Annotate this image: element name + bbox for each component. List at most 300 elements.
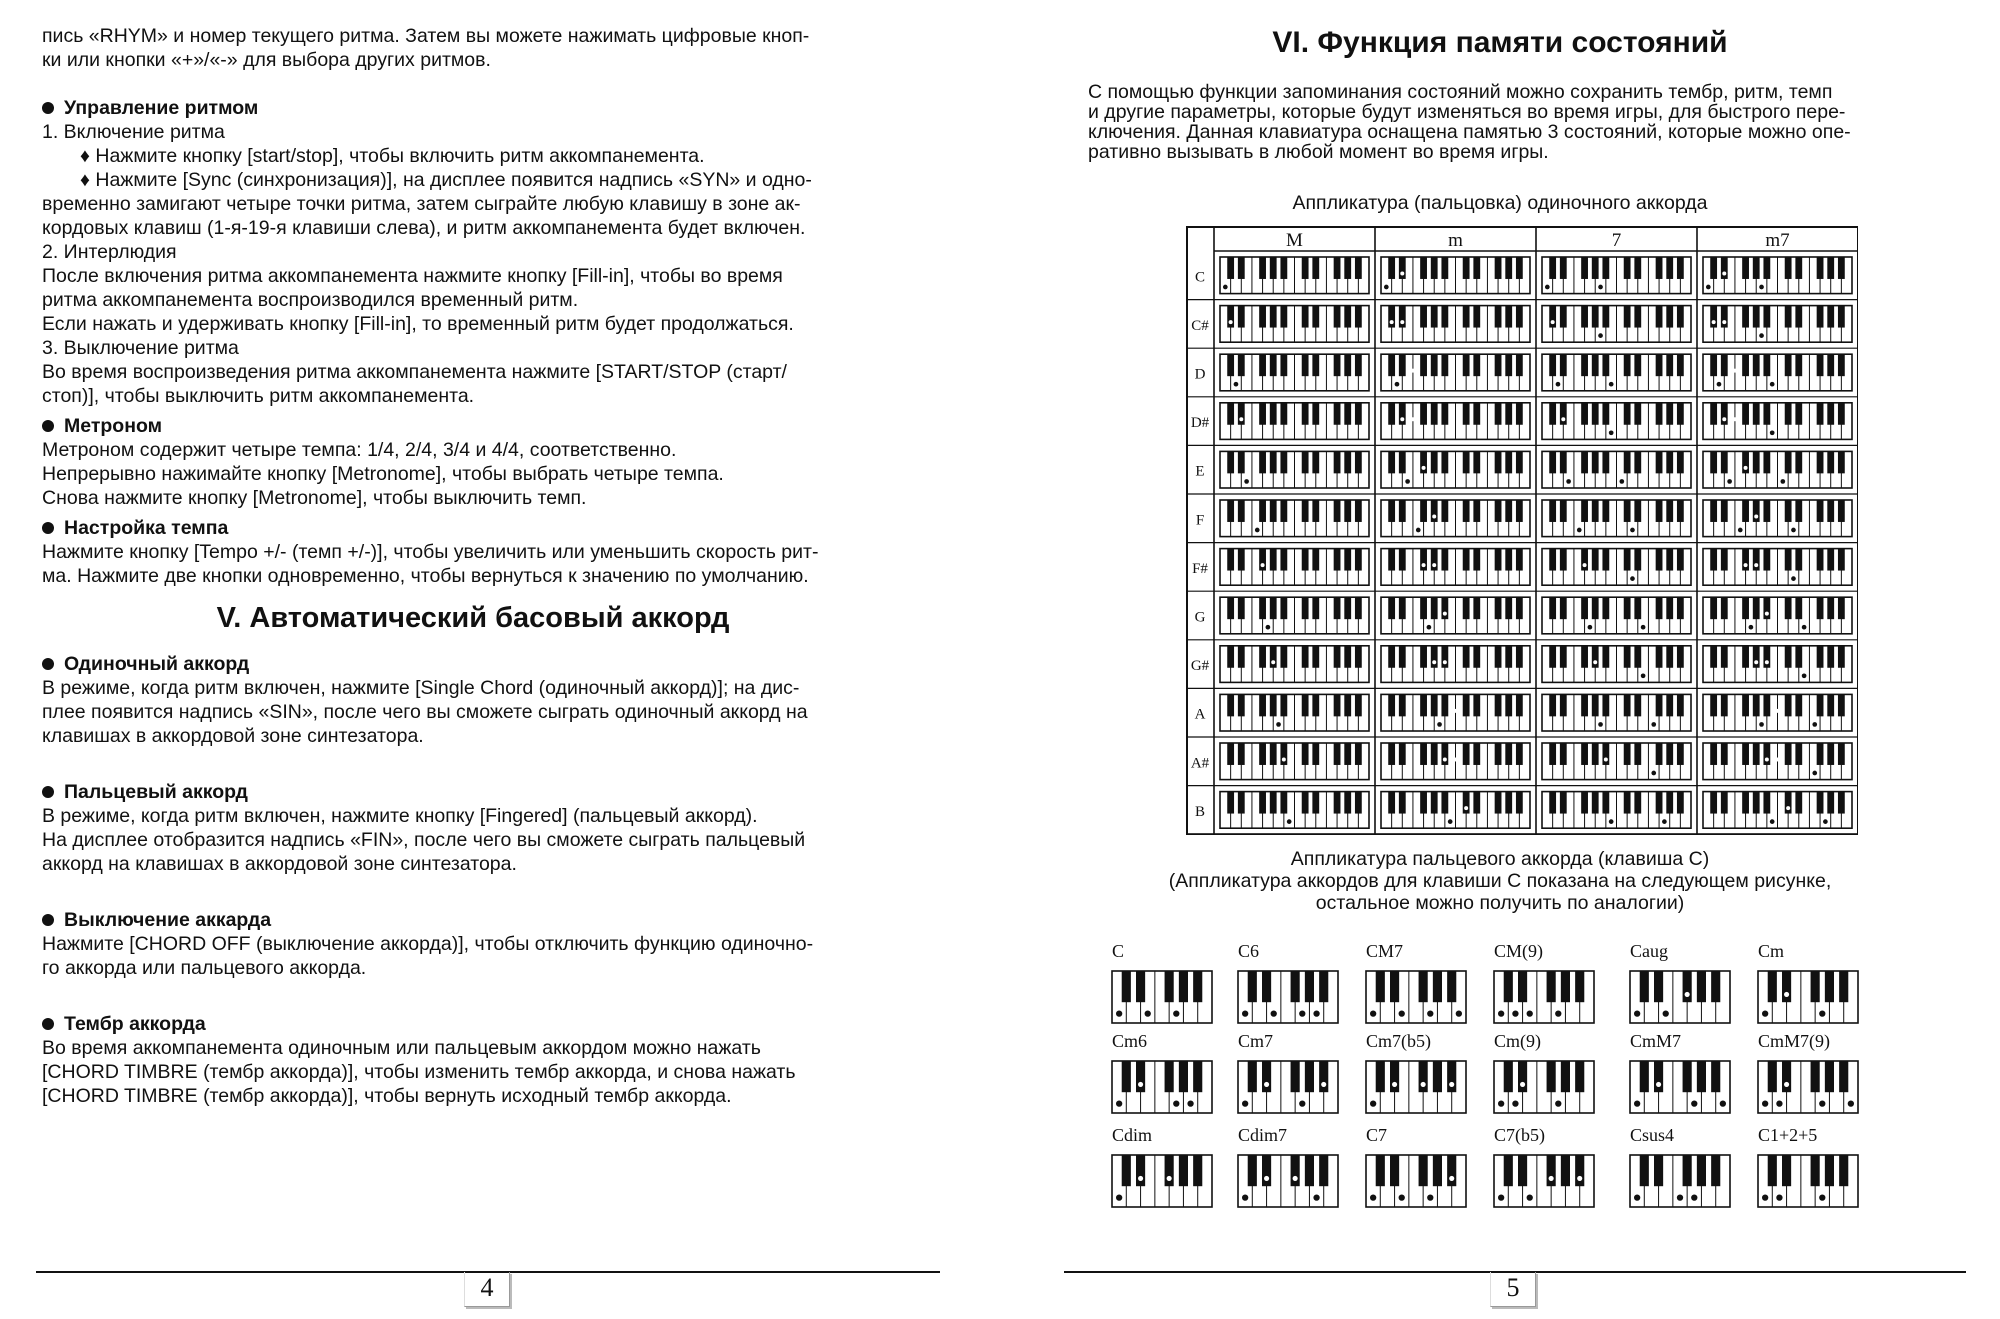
pressed-key-dot — [1588, 625, 1593, 630]
black-key — [1560, 743, 1567, 765]
black-key — [1302, 646, 1309, 668]
chord-label: C7 — [1366, 1125, 1388, 1145]
pressed-key-dot — [1271, 1010, 1277, 1016]
keyboard-diagram — [1630, 971, 1730, 1023]
black-key — [1319, 971, 1328, 1002]
black-key — [1560, 597, 1567, 619]
black-key — [1624, 743, 1631, 765]
black-key — [1399, 597, 1406, 619]
black-key — [1305, 1155, 1314, 1186]
keyboard-diagram — [1381, 403, 1530, 440]
black-key — [1602, 694, 1609, 716]
black-key — [1312, 403, 1319, 425]
black-key — [1248, 1061, 1257, 1092]
black-key — [1795, 257, 1802, 279]
fingered-chord-diagrams — [1110, 935, 1910, 1230]
black-key — [1505, 792, 1512, 814]
black-key — [1447, 1061, 1456, 1092]
black-key — [1763, 451, 1770, 473]
black-key — [1270, 549, 1277, 571]
black-key — [1516, 646, 1523, 668]
black-key — [1302, 354, 1309, 376]
black-key — [1785, 549, 1792, 571]
black-key — [1227, 694, 1234, 716]
black-key — [1710, 597, 1717, 619]
pressed-key-dot — [1754, 514, 1758, 518]
pressed-key-dot — [1770, 819, 1775, 824]
black-key — [1549, 354, 1556, 376]
black-key — [1420, 257, 1427, 279]
pressed-key-dot — [1641, 673, 1646, 678]
pressed-key-dot — [1765, 660, 1769, 664]
pressed-key-dot — [1498, 1010, 1504, 1016]
black-key — [1827, 257, 1834, 279]
pressed-key-dot — [1242, 1010, 1248, 1016]
black-key — [1721, 500, 1728, 522]
black-key — [1677, 306, 1684, 328]
black-key — [1640, 971, 1649, 1002]
black-key — [1399, 549, 1406, 571]
pressed-key-dot — [1754, 660, 1758, 664]
chord-label: C — [1112, 941, 1125, 961]
black-key — [1516, 792, 1523, 814]
black-key — [1431, 403, 1438, 425]
black-key — [1388, 597, 1395, 619]
black-key — [1547, 971, 1556, 1002]
black-key — [1505, 306, 1512, 328]
black-key — [1549, 549, 1556, 571]
pressed-key-dot — [1722, 417, 1726, 421]
black-key — [1677, 500, 1684, 522]
tempo-text: Нажмите кнопку [Tempo +/- (темп +/-)], чтобы увеличить или уменьшить скорость рит- ма. Нажмите две кнопки одновременно, чтобы вернуться к значению по умолчанию. — [42, 541, 819, 587]
keyboard-diagram — [1542, 743, 1691, 780]
black-key — [1420, 306, 1427, 328]
black-key — [1677, 792, 1684, 814]
black-key — [1344, 354, 1351, 376]
black-key — [1431, 743, 1438, 765]
black-key — [1827, 597, 1834, 619]
black-key — [1344, 646, 1351, 668]
black-key — [1795, 549, 1802, 571]
black-key — [1795, 403, 1802, 425]
black-key — [1399, 646, 1406, 668]
black-key — [1136, 971, 1145, 1002]
pressed-key-dot — [1520, 1082, 1525, 1087]
keyboard-diagram — [1366, 971, 1466, 1023]
black-key — [1753, 646, 1760, 668]
black-key — [1238, 500, 1245, 522]
black-key — [1355, 403, 1362, 425]
black-key — [1721, 597, 1728, 619]
keyboard-diagram — [1112, 1155, 1212, 1207]
black-key — [1473, 500, 1480, 522]
black-key — [1817, 743, 1824, 765]
black-key — [1473, 306, 1480, 328]
black-key — [1516, 597, 1523, 619]
grid-column-label: 7 — [1611, 230, 1622, 251]
black-key — [1390, 1061, 1399, 1092]
page-number: 5 — [1490, 1272, 1536, 1307]
black-key — [1666, 451, 1673, 473]
pressed-key-dot — [1776, 1100, 1782, 1106]
black-key — [1838, 597, 1845, 619]
tempo-heading: Настройка темпа — [42, 516, 904, 540]
pressed-key-dot — [1427, 1194, 1433, 1200]
black-key — [1312, 743, 1319, 765]
pressed-key-dot — [1598, 722, 1603, 727]
black-key — [1697, 971, 1706, 1002]
black-key — [1433, 1155, 1442, 1186]
keyboard-diagram — [1758, 1061, 1858, 1113]
black-key — [1654, 1061, 1663, 1092]
pressed-key-dot — [1384, 285, 1389, 290]
black-key — [1259, 306, 1266, 328]
black-key — [1280, 306, 1287, 328]
black-key — [1656, 354, 1663, 376]
black-key — [1742, 597, 1749, 619]
chord-label: Csus4 — [1630, 1125, 1675, 1145]
pressed-key-dot — [1561, 417, 1565, 421]
black-key — [1420, 792, 1427, 814]
pressed-key-dot — [1437, 722, 1442, 727]
pressed-key-dot — [1722, 320, 1726, 324]
pressed-key-dot — [1167, 1176, 1172, 1181]
black-key — [1270, 306, 1277, 328]
black-key — [1495, 257, 1502, 279]
black-key — [1473, 354, 1480, 376]
pressed-key-dot — [1395, 382, 1400, 387]
pressed-key-dot — [1545, 285, 1550, 290]
black-key — [1581, 403, 1588, 425]
black-key — [1505, 549, 1512, 571]
black-key — [1280, 354, 1287, 376]
black-key — [1238, 743, 1245, 765]
black-key — [1420, 451, 1427, 473]
black-key — [1575, 1155, 1584, 1186]
black-key — [1505, 694, 1512, 716]
pressed-key-dot — [1802, 625, 1807, 630]
single-chord-caption: Аппликатура (пальцовка) одиночного аккорда — [1292, 192, 1708, 214]
black-key — [1334, 354, 1341, 376]
pressed-key-dot — [1313, 1194, 1319, 1200]
keyboard-diagram — [1703, 743, 1852, 780]
grid-row-label: G — [1194, 609, 1206, 626]
black-key — [1666, 549, 1673, 571]
black-key — [1742, 549, 1749, 571]
fingered-chord-svg — [1110, 935, 1910, 1225]
black-key — [1795, 500, 1802, 522]
black-key — [1710, 743, 1717, 765]
black-key — [1710, 354, 1717, 376]
keyboard-diagram — [1220, 500, 1369, 537]
pressed-key-dot — [1786, 806, 1790, 810]
black-key — [1811, 971, 1820, 1002]
pressed-key-dot — [1749, 625, 1754, 630]
black-key — [1763, 549, 1770, 571]
page-number: 4 — [464, 1272, 510, 1307]
black-key — [1710, 694, 1717, 716]
black-key — [1355, 792, 1362, 814]
black-key — [1581, 792, 1588, 814]
keyboard-diagram — [1381, 549, 1530, 586]
black-key — [1827, 694, 1834, 716]
black-key — [1463, 354, 1470, 376]
fingered-caption: Аппликатура пальцевого аккорда (клавиша C) (Аппликатура аккордов для клавиши C показана на следующем рисунке, остальное можно получить по аналогии) — [1168, 848, 1832, 914]
keyboard-diagram — [1238, 1155, 1338, 1207]
chord-label: Cm(9) — [1494, 1031, 1541, 1051]
pressed-key-dot — [1722, 271, 1726, 275]
keyboard-diagram — [1542, 549, 1691, 586]
black-key — [1763, 646, 1770, 668]
pressed-key-dot — [1759, 285, 1764, 290]
black-key — [1742, 403, 1749, 425]
black-key — [1666, 257, 1673, 279]
pressed-key-dot — [1370, 1010, 1376, 1016]
black-key — [1495, 500, 1502, 522]
bullet-icon — [42, 786, 54, 798]
black-key — [1136, 1061, 1145, 1092]
black-key — [1817, 792, 1824, 814]
black-key — [1504, 1155, 1513, 1186]
black-key — [1742, 646, 1749, 668]
black-key — [1312, 549, 1319, 571]
pressed-key-dot — [1770, 430, 1775, 435]
black-key — [1817, 597, 1824, 619]
black-key — [1238, 354, 1245, 376]
black-key — [1238, 306, 1245, 328]
black-key — [1827, 354, 1834, 376]
keyboard-diagram — [1366, 1061, 1466, 1113]
keyboard-diagram — [1542, 306, 1691, 343]
black-key — [1753, 597, 1760, 619]
black-key — [1165, 1061, 1174, 1092]
black-key — [1785, 597, 1792, 619]
pressed-key-dot — [1738, 528, 1743, 533]
chord-label: Cdim7 — [1238, 1125, 1288, 1145]
black-key — [1721, 743, 1728, 765]
black-key — [1817, 257, 1824, 279]
black-key — [1560, 403, 1567, 425]
black-key — [1742, 451, 1749, 473]
pressed-key-dot — [1720, 1100, 1726, 1106]
black-key — [1441, 306, 1448, 328]
pressed-key-dot — [1577, 1176, 1582, 1181]
black-key — [1811, 1061, 1820, 1092]
fingered-chord-text: В режиме, когда ритм включен, нажмите кнопку [Fingered] (пальцевый аккорд). На дисплее отобразится надпись «FIN», после чего вы сможете сыграть пальцевый аккорд на клавишах в аккордовой зоне синтезатора. — [42, 805, 806, 875]
pressed-key-dot — [1776, 1194, 1782, 1200]
black-key — [1505, 646, 1512, 668]
black-key — [1817, 354, 1824, 376]
black-key — [1262, 971, 1271, 1002]
pressed-key-dot — [1651, 722, 1656, 727]
pressed-key-dot — [1421, 1082, 1426, 1087]
black-key — [1710, 403, 1717, 425]
pressed-key-dot — [1282, 757, 1286, 761]
black-key — [1344, 549, 1351, 571]
pressed-key-dot — [1776, 709, 1780, 713]
pressed-key-dot — [1264, 1176, 1269, 1181]
pressed-key-dot — [1187, 1100, 1193, 1106]
black-key — [1319, 1061, 1328, 1092]
pressed-key-dot — [1138, 1176, 1143, 1181]
grid-row-label: A# — [1190, 755, 1210, 772]
black-key — [1624, 694, 1631, 716]
black-key — [1710, 549, 1717, 571]
black-key — [1825, 971, 1834, 1002]
pressed-key-dot — [1449, 1176, 1454, 1181]
black-key — [1549, 500, 1556, 522]
pressed-key-dot — [1677, 1194, 1683, 1200]
black-key — [1785, 354, 1792, 376]
black-key — [1592, 792, 1599, 814]
black-key — [1227, 597, 1234, 619]
black-key — [1420, 354, 1427, 376]
grid-row-label: G# — [1190, 658, 1210, 675]
black-key — [1763, 403, 1770, 425]
black-key — [1602, 597, 1609, 619]
black-key — [1319, 1155, 1328, 1186]
black-key — [1763, 743, 1770, 765]
fingered-chord-heading: Пальцевый аккорд — [42, 780, 904, 804]
black-key — [1280, 792, 1287, 814]
black-key — [1721, 646, 1728, 668]
pressed-key-dot — [1449, 1082, 1454, 1087]
black-key — [1624, 257, 1631, 279]
black-key — [1280, 403, 1287, 425]
black-key — [1560, 549, 1567, 571]
pressed-key-dot — [1634, 1010, 1640, 1016]
black-key — [1547, 1061, 1556, 1092]
black-key — [1549, 257, 1556, 279]
black-key — [1270, 354, 1277, 376]
black-key — [1227, 306, 1234, 328]
black-key — [1518, 1155, 1527, 1186]
pressed-key-dot — [1770, 382, 1775, 387]
pressed-key-dot — [1242, 1194, 1248, 1200]
chord-timbre-text: Во время аккомпанемента одиночным или пальцевым аккордом можно нажать [CHORD TIMBRE (тембр аккорда)], чтобы изменить тембр аккорда, и снова нажать [CHORD TIMBRE (тембр аккорда)], чтобы вернуть исходный тембр аккорда. — [42, 1037, 796, 1107]
keyboard-diagram — [1703, 549, 1852, 586]
black-key — [1302, 743, 1309, 765]
black-key — [1302, 306, 1309, 328]
black-key — [1238, 597, 1245, 619]
pressed-key-dot — [1276, 722, 1281, 727]
black-key — [1677, 354, 1684, 376]
pressed-key-dot — [1456, 1010, 1462, 1016]
black-key — [1785, 403, 1792, 425]
black-key — [1742, 306, 1749, 328]
black-key — [1721, 257, 1728, 279]
black-key — [1238, 646, 1245, 668]
black-key — [1795, 597, 1802, 619]
black-key — [1227, 403, 1234, 425]
black-key — [1334, 500, 1341, 522]
black-key — [1768, 1155, 1777, 1186]
black-key — [1721, 792, 1728, 814]
keyboard-diagram — [1381, 743, 1530, 780]
pressed-key-dot — [1802, 673, 1807, 678]
grid-row-label: B — [1194, 803, 1206, 820]
black-key — [1602, 306, 1609, 328]
black-key — [1388, 306, 1395, 328]
black-key — [1656, 257, 1663, 279]
black-key — [1656, 403, 1663, 425]
black-key — [1302, 549, 1309, 571]
pressed-key-dot — [1443, 612, 1447, 616]
keyboard-diagram — [1381, 500, 1530, 537]
black-key — [1838, 500, 1845, 522]
black-key — [1280, 500, 1287, 522]
pressed-key-dot — [1609, 819, 1614, 824]
pressed-key-dot — [1791, 576, 1796, 581]
black-key — [1602, 792, 1609, 814]
black-key — [1817, 694, 1824, 716]
black-key — [1795, 694, 1802, 716]
black-key — [1549, 306, 1556, 328]
black-key — [1280, 451, 1287, 473]
black-key — [1677, 743, 1684, 765]
black-key — [1785, 646, 1792, 668]
black-key — [1634, 597, 1641, 619]
black-key — [1549, 451, 1556, 473]
black-key — [1334, 646, 1341, 668]
black-key — [1302, 451, 1309, 473]
section6-title: VI. Функция памяти состояний — [1272, 26, 1728, 59]
pressed-key-dot — [1598, 333, 1603, 338]
keyboard-diagram — [1542, 403, 1691, 440]
black-key — [1495, 403, 1502, 425]
black-key — [1280, 694, 1287, 716]
black-key — [1334, 694, 1341, 716]
black-key — [1838, 646, 1845, 668]
black-key — [1683, 1155, 1692, 1186]
pressed-key-dot — [1264, 1082, 1269, 1087]
pressed-key-dot — [1754, 563, 1758, 567]
keyboard-diagram — [1542, 792, 1691, 829]
pressed-key-dot — [1443, 757, 1447, 761]
black-key — [1753, 306, 1760, 328]
black-key — [1721, 306, 1728, 328]
black-key — [1463, 549, 1470, 571]
grid-row-label: A — [1194, 706, 1206, 723]
pressed-key-dot — [1313, 1010, 1319, 1016]
black-key — [1839, 971, 1848, 1002]
black-key — [1504, 1061, 1513, 1092]
black-key — [1581, 597, 1588, 619]
chord-off-text: Нажмите [CHORD OFF (выключение аккорда)], чтобы отключить функцию одиночно- го аккорда или пальцевого аккорда. — [42, 933, 814, 979]
black-key — [1473, 792, 1480, 814]
pressed-key-dot — [1427, 1010, 1433, 1016]
grid-column-label: M — [1286, 230, 1303, 251]
black-key — [1753, 403, 1760, 425]
grid-row-label: D — [1194, 366, 1206, 383]
grid-row-label: F — [1195, 512, 1205, 529]
black-key — [1420, 500, 1427, 522]
bullet-icon — [42, 102, 54, 114]
black-key — [1795, 306, 1802, 328]
black-key — [1431, 694, 1438, 716]
keyboard-diagram — [1238, 1061, 1338, 1113]
keyboard-diagram — [1381, 306, 1530, 343]
keyboard-diagram — [1542, 257, 1691, 294]
black-key — [1634, 500, 1641, 522]
black-key — [1344, 694, 1351, 716]
pressed-key-dot — [1498, 1100, 1504, 1106]
black-key — [1666, 646, 1673, 668]
pressed-key-dot — [1691, 1194, 1697, 1200]
black-key — [1388, 500, 1395, 522]
pressed-key-dot — [1223, 285, 1228, 290]
pressed-key-dot — [1422, 466, 1426, 470]
